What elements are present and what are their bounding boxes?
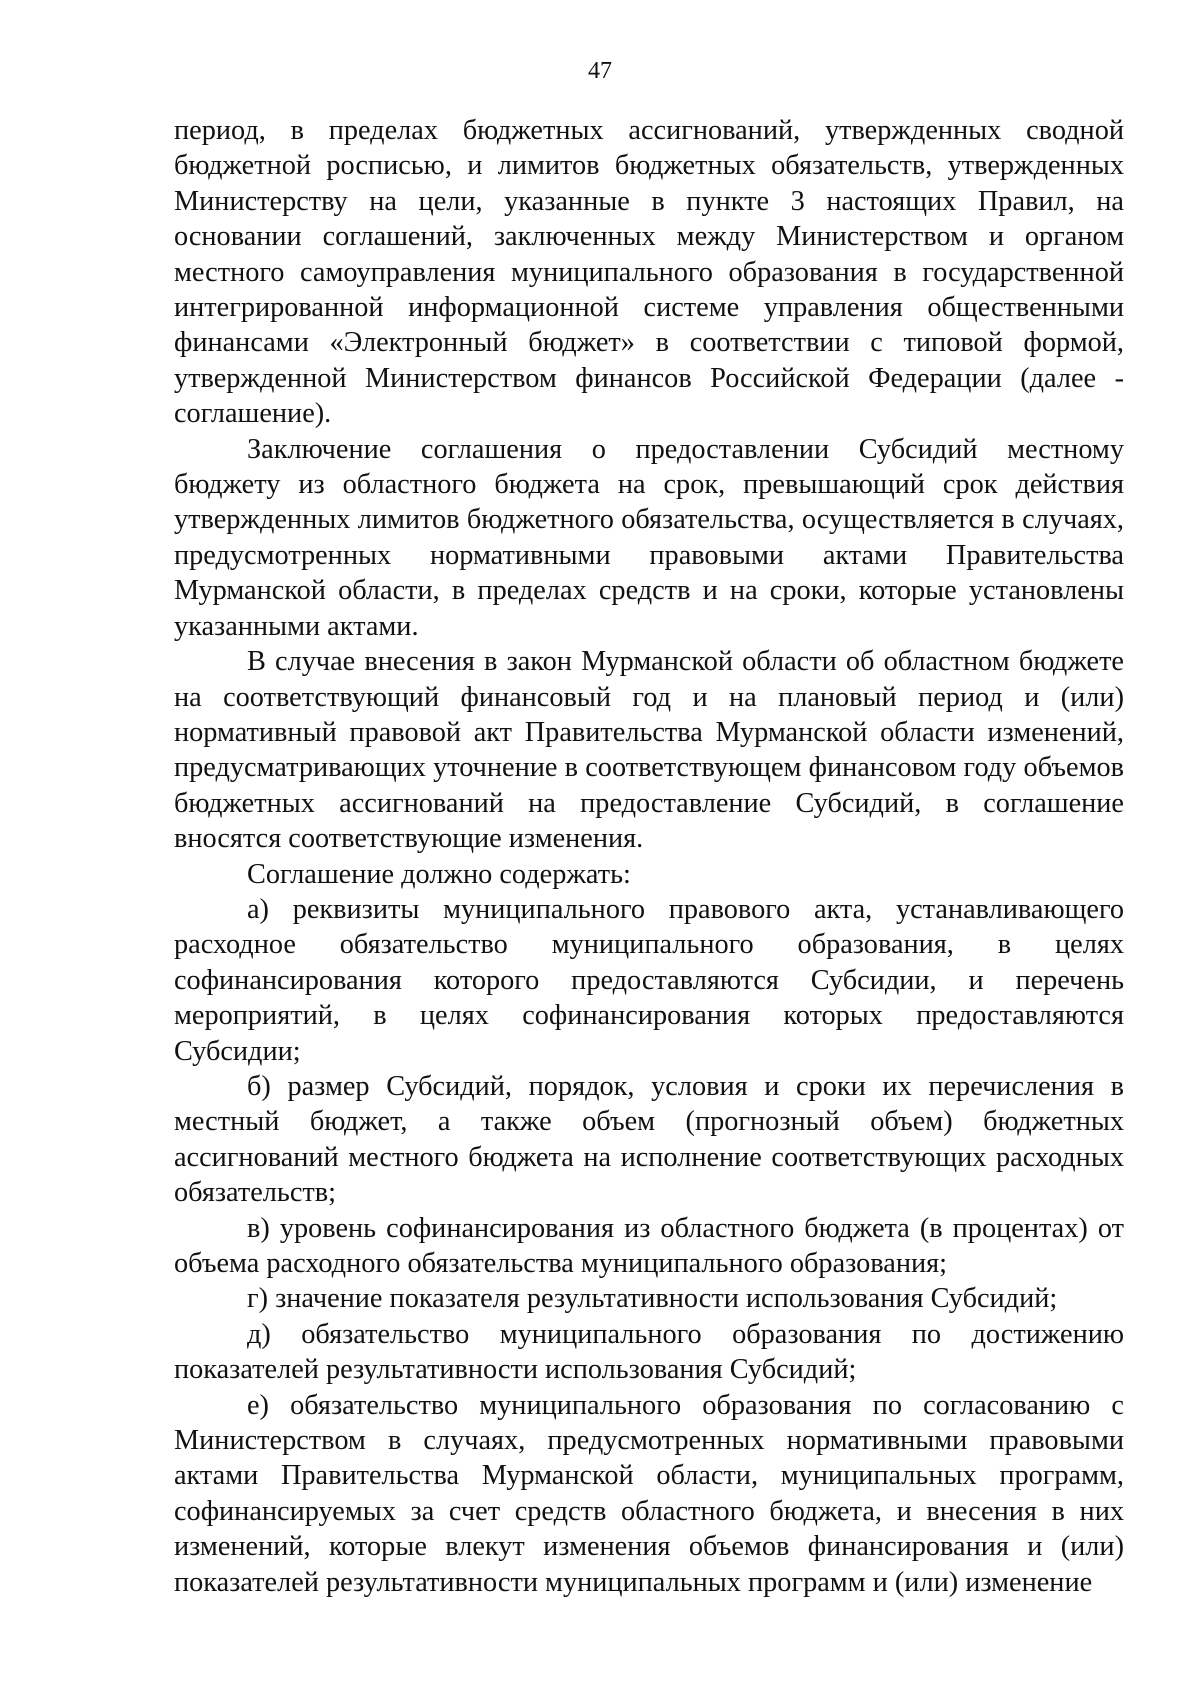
page-number: 47 xyxy=(588,58,612,84)
paragraph-law-amendments: В случае внесения в закон Мурманской области об областном бюджете на соответствующий финансовый год и на плановый период и (или) нормативный правовой акт Правительства Мурманской области изменений, предусматривающих уточнение в соответствующем финансовом году объемов бюджетных ассигнований на предоставление Субсидий, в соглашение вносятся соответствующие изменения. xyxy=(174,646,1124,855)
list-item-b: б) размер Субсидий, порядок, условия и сроки их перечисления в местный бюджет, а также объем (прогнозный объем) бюджетных ассигнований местного бюджета на исполнение соответствующих расходных обязательств; xyxy=(174,1070,1124,1209)
paragraph-continuation: период, в пределах бюджетных ассигнований, утвержденных сводной бюджетной росписью, и лимитов бюджетных обязательств, утвержденных Министерству на цели, указанные в пункте 3 настоящих Правил, на основании соглашений, заключенных между Министерством и органом местного самоуправления муниципального образования в государственной интегрированной информационной системе управления общественными финансами «Электронный бюджет» в соответствии с типовой формой, утвержденной Министерством финансов Российской Федерации (далее - соглашение). xyxy=(174,115,1124,430)
paragraph-agreement-contents-intro: Соглашение должно содержать: xyxy=(247,858,631,890)
list-item-a: а) реквизиты муниципального правового акта, устанавливающего расходное обязательство муниципального образования, в целях софинансирования которого предоставляются Субсидии, и перечень мероприятий, в целях софинансирования которых предоставляются Субсидии; xyxy=(174,893,1124,1067)
list-item-v: в) уровень софинансирования из областного бюджета (в процентах) от объема расходного обязательства муниципального образования; xyxy=(174,1212,1124,1279)
document-body xyxy=(174,113,1124,1600)
list-item-d: д) обязательство муниципального образования по достижению показателей результативности использования Субсидий; xyxy=(174,1318,1124,1386)
paragraph-agreement-term: Заключение соглашения о предоставлении Субсидий местному бюджету из областного бюджета на срок, превышающий срок действия утвержденных лимитов бюджетного обязательства, осуществляется в случаях, предусмотренных нормативными правовыми актами Правительства Мурманской области, в пределах средств и на сроки, которые установлены указанными актами. xyxy=(174,433,1124,642)
list-item-e: е) обязательство муниципального образования по согласованию с Министерством в случаях, предусмотренных нормативными правовыми актами Правительства Мурманской области, муниципальных программ, софинансируемых за счет средств областного бюджета, и внесения в них изменений, которые влекут изменения объемов финансирования и (или) показателей результативности муниципальных программ и (или) изменение xyxy=(174,1389,1124,1598)
list-item-g: г) значение показателя результативности использования Субсидий; xyxy=(247,1283,1058,1315)
